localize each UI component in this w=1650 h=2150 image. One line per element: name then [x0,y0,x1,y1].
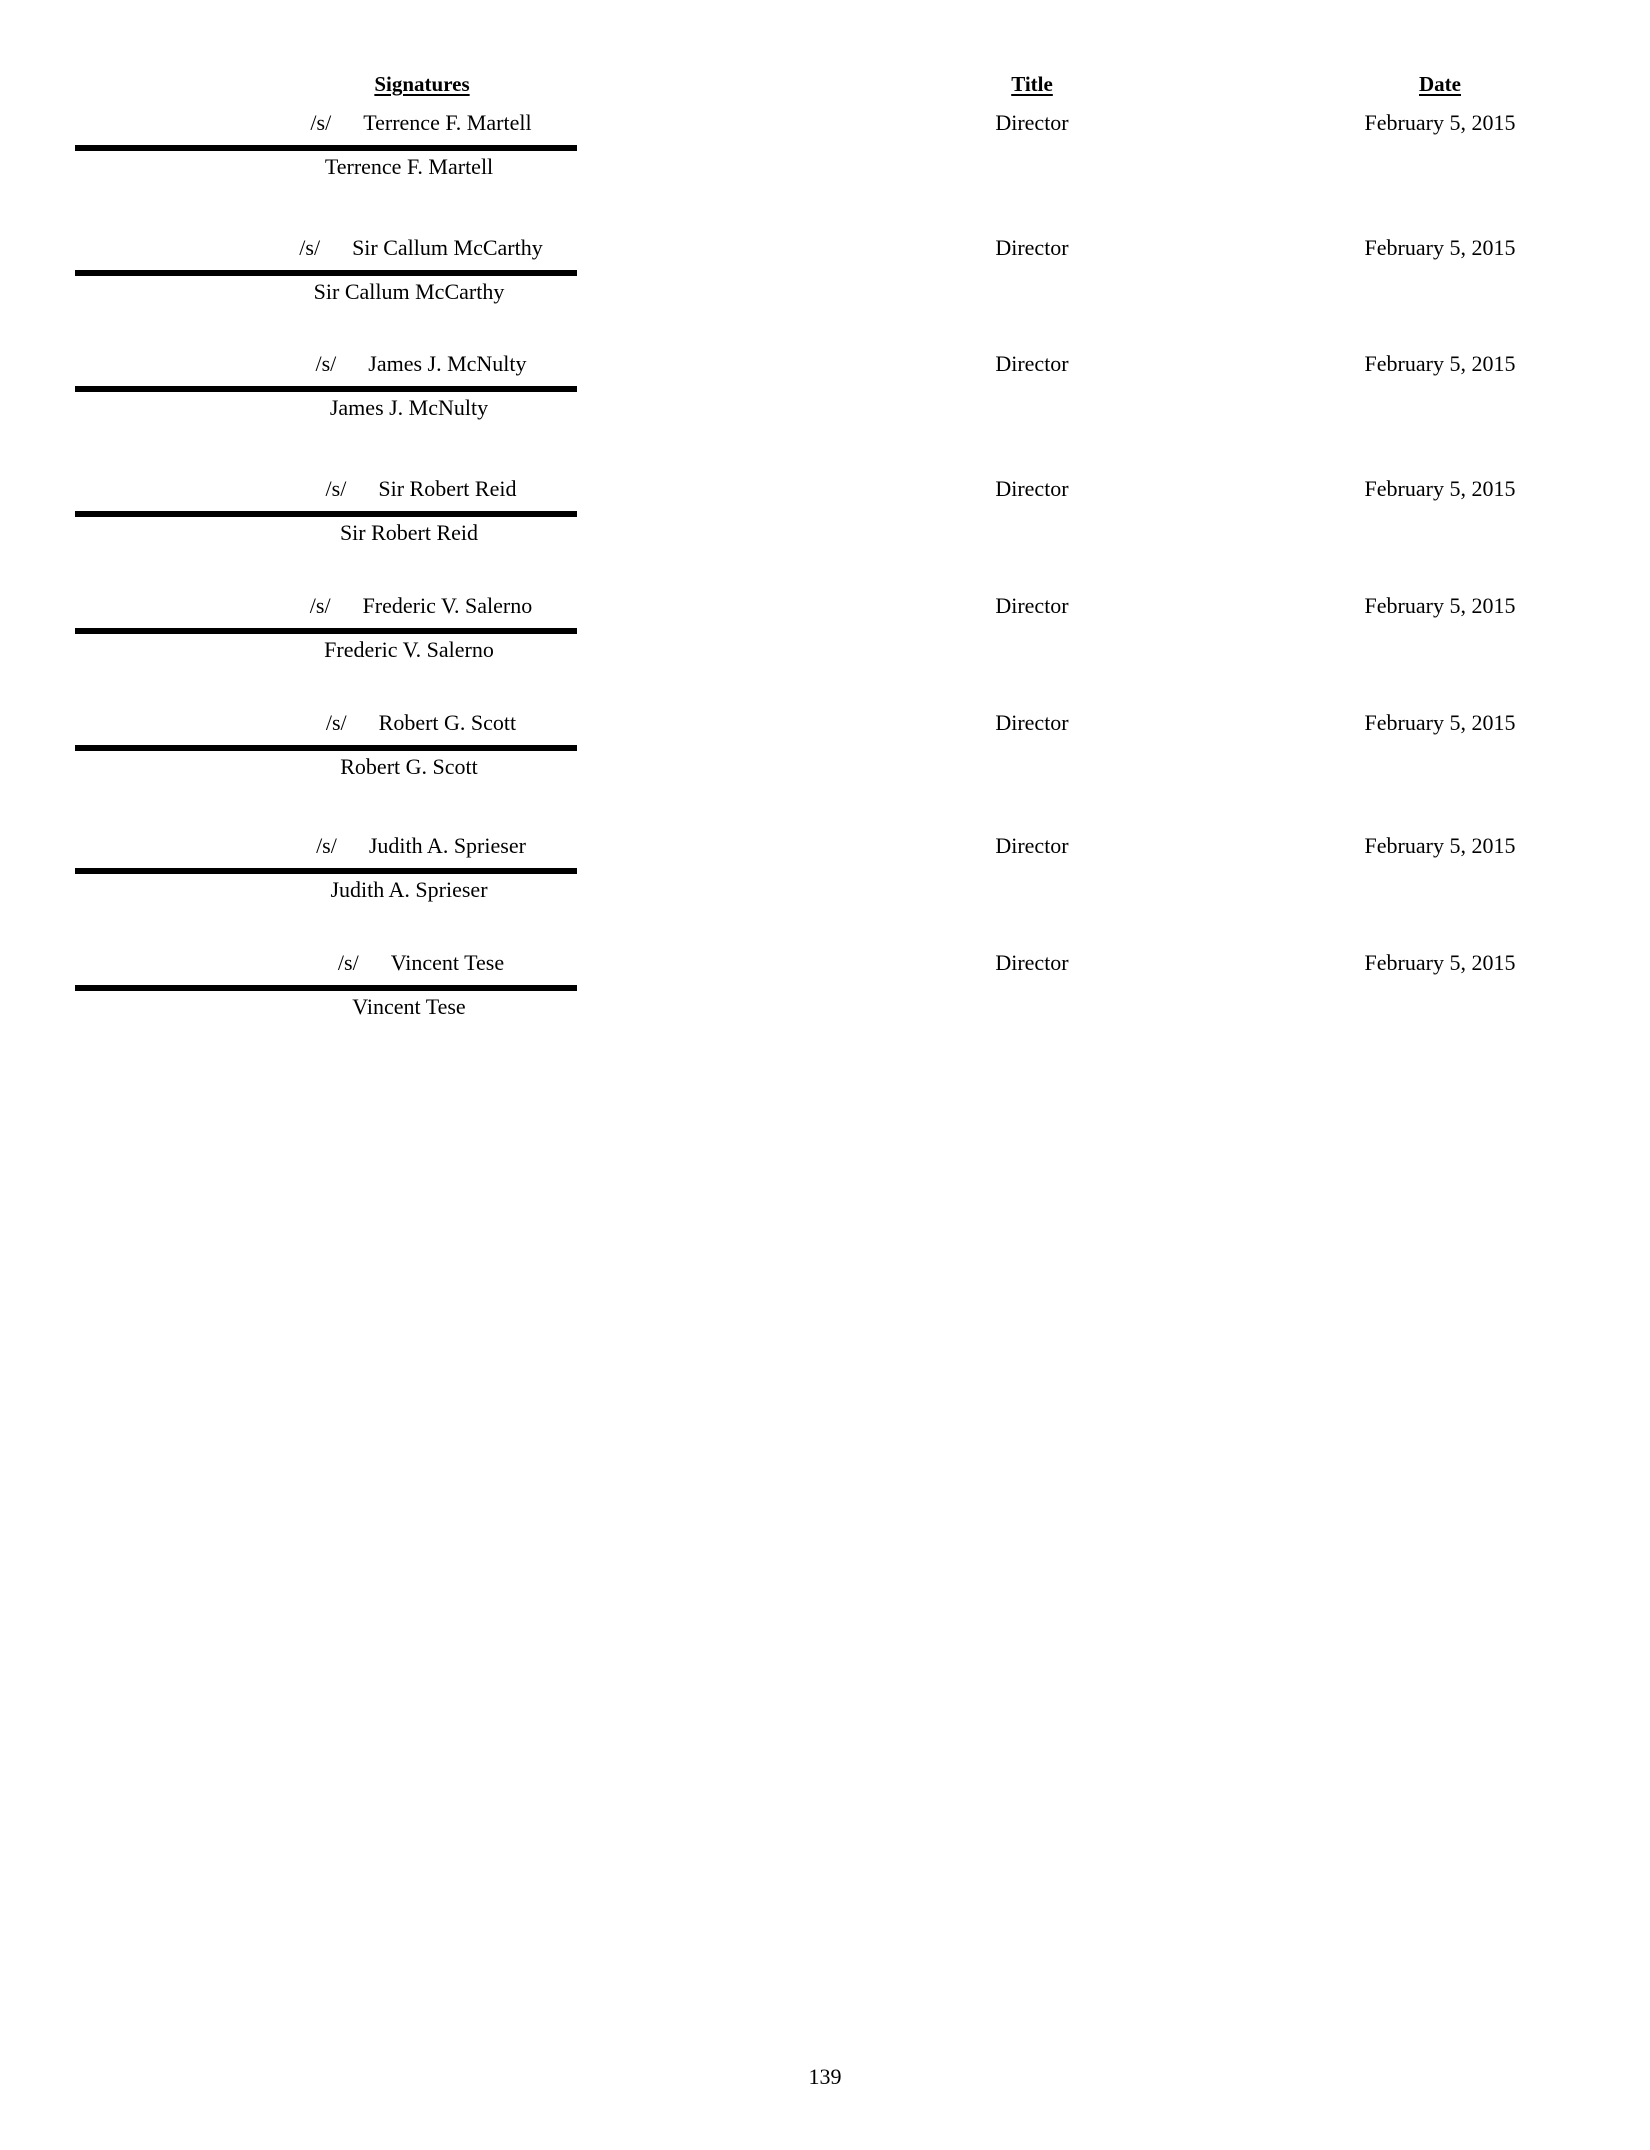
signature-name: Terrence F. Martell [363,110,532,135]
signature-name: Sir Robert Reid [378,476,517,501]
signature-line-text [170,235,672,261]
conformed-signature-prefix: /s/ [310,110,332,135]
column-header-signatures: Signatures [374,72,470,96]
title-value: Director [995,235,1069,260]
title-value: Director [995,833,1069,858]
signature-line-text [170,833,672,859]
signature-name: Sir Callum McCarthy [352,235,543,260]
printed-name: James J. McNulty [329,395,489,420]
conformed-signature-prefix: /s/ [325,710,347,735]
page-number: 139 [808,2064,842,2089]
signature-block [75,235,1640,313]
date-value: February 5, 2015 [1364,950,1516,975]
signature-rule [75,386,577,392]
conformed-signature-prefix: /s/ [309,593,331,618]
signature-name: Judith A. Sprieser [368,833,526,858]
column-header-title: Title [1011,72,1053,96]
title-value: Director [995,950,1069,975]
signature-rule [75,868,577,874]
signature-block [75,351,1640,429]
printed-name: Sir Robert Reid [339,520,479,545]
signature-line-text [170,950,672,976]
signature-rule [75,745,577,751]
conformed-signature-prefix: /s/ [325,476,347,501]
date-value: February 5, 2015 [1364,476,1516,501]
signature-block [75,110,1640,188]
conformed-signature-prefix: /s/ [299,235,321,260]
signature-line-text [170,593,672,619]
signature-name: Vincent Tese [390,950,505,975]
signature-rule [75,145,577,151]
printed-name: Judith A. Sprieser [330,877,488,902]
signature-block [75,476,1640,554]
signature-name: James J. McNulty [368,351,527,376]
signature-line-text [170,351,672,377]
conformed-signature-prefix: /s/ [315,351,337,376]
conformed-signature-prefix: /s/ [337,950,359,975]
date-value: February 5, 2015 [1364,235,1516,260]
signature-block [75,593,1640,671]
signature-line-text [170,476,672,502]
signature-name: Robert G. Scott [378,710,517,735]
signature-rule [75,270,577,276]
signature-rule [75,985,577,991]
conformed-signature-prefix: /s/ [316,833,337,858]
printed-name: Sir Callum McCarthy [313,279,505,304]
signature-line-text [170,710,672,736]
date-value: February 5, 2015 [1364,833,1516,858]
printed-name: Frederic V. Salerno [324,637,494,662]
column-header-date: Date [1419,72,1461,96]
signature-rule [75,628,577,634]
printed-name: Vincent Tese [352,994,466,1019]
title-value: Director [995,593,1069,618]
title-value: Director [995,476,1069,501]
title-value: Director [995,110,1069,135]
title-value: Director [995,351,1069,376]
date-value: February 5, 2015 [1364,351,1516,376]
title-value: Director [995,710,1069,735]
signature-block [75,950,1640,1028]
signature-name: Frederic V. Salerno [362,593,533,618]
date-value: February 5, 2015 [1364,593,1516,618]
date-value: February 5, 2015 [1364,110,1516,135]
signature-block [75,710,1640,788]
date-value: February 5, 2015 [1364,710,1516,735]
signature-line-text [170,110,672,136]
printed-name: Robert G. Scott [340,754,478,779]
signature-block [75,833,1640,911]
signature-rule [75,511,577,517]
printed-name: Terrence F. Martell [324,154,494,179]
